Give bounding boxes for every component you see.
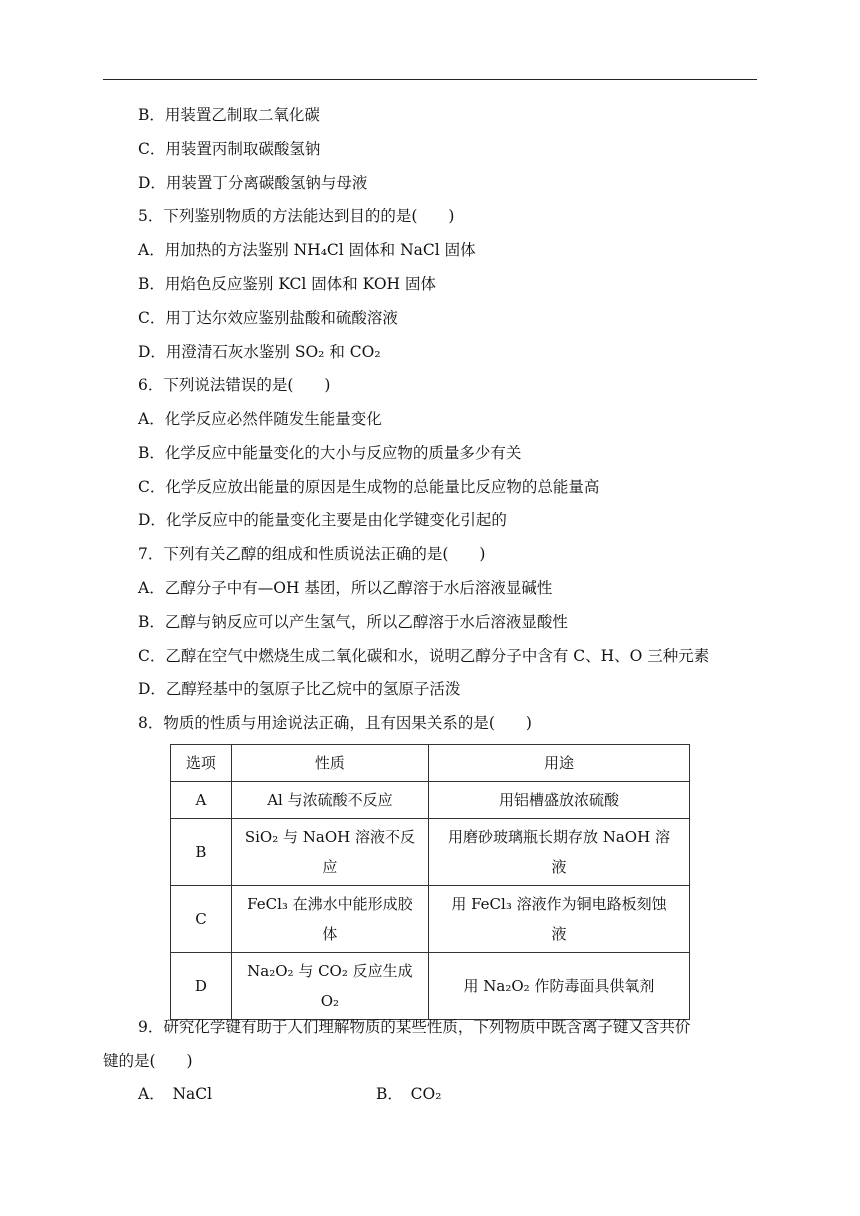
header-rule	[103, 79, 757, 80]
table-cell-option: D	[171, 953, 232, 1020]
table-cell-text: O₂	[320, 992, 340, 1010]
table-cell-text: 体	[322, 925, 338, 943]
q6-option-a: A．化学反应必然伴随发生能量变化	[138, 410, 382, 428]
table-row	[171, 886, 690, 953]
q6-option-b: B．化学反应中能量变化的大小与反应物的质量多少有关	[138, 444, 522, 462]
q9-option-b: B． CO₂	[376, 1085, 442, 1103]
q4-option-c: C．用装置丙制取碳酸氢钠	[138, 140, 321, 158]
q5-stem: 5．下列鉴别物质的方法能达到目的的是( )	[138, 207, 455, 225]
q6-option-d: D．化学反应中的能量变化主要是由化学键变化引起的	[138, 511, 507, 529]
table-cell-text: 液	[551, 925, 567, 943]
q4-option-b: B．用装置乙制取二氧化碳	[138, 106, 320, 124]
q4-option-d: D．用装置丁分离碳酸氢钠与母液	[138, 174, 368, 192]
q6-stem: 6．下列说法错误的是( )	[138, 376, 331, 394]
table-cell-property	[231, 819, 428, 886]
table-cell-text: 液	[551, 858, 567, 876]
table-cell-text: 用 FeCl₃ 溶液作为铜电路板刻蚀	[451, 895, 667, 913]
table-row	[171, 819, 690, 886]
table-header-row	[171, 745, 690, 782]
table-header-property: 性质	[231, 745, 428, 782]
q5-option-a: A．用加热的方法鉴别 NH₄Cl 固体和 NaCl 固体	[138, 241, 476, 259]
table-cell-text: 用磨砂玻璃瓶长期存放 NaOH 溶	[447, 828, 670, 846]
table-cell-option: B	[171, 819, 232, 886]
q7-option-a: A．乙醇分子中有—OH 基团，所以乙醇溶于水后溶液显碱性	[138, 579, 553, 597]
table-cell-text: SiO₂ 与 NaOH 溶液不反	[244, 828, 415, 846]
q5-option-d: D．用澄清石灰水鉴别 SO₂ 和 CO₂	[138, 343, 381, 361]
q8-stem: 8．物质的性质与用途说法正确，且有因果关系的是( )	[138, 714, 532, 732]
q9-stem-line1: 9．研究化学键有助于人们理解物质的某些性质，下列物质中既含离子键又含共价	[138, 1018, 691, 1036]
table-cell-option: C	[171, 886, 232, 953]
q5-option-b: B．用焰色反应鉴别 KCl 固体和 KOH 固体	[138, 275, 436, 293]
table-cell-use: 用铝槽盛放浓硫酸	[428, 782, 689, 819]
table-cell-text: FeCl₃ 在沸水中能形成胶	[247, 895, 413, 913]
q5-option-c: C．用丁达尔效应鉴别盐酸和硫酸溶液	[138, 309, 398, 327]
table-cell-text: 应	[322, 858, 338, 876]
q6-option-c: C．化学反应放出能量的原因是生成物的总能量比反应物的总能量高	[138, 478, 600, 496]
table-header-option: 选项	[171, 745, 232, 782]
table-cell-use: 用 Na₂O₂ 作防毒面具供氧剂	[428, 953, 689, 1020]
q9-stem-line2: 键的是( )	[103, 1052, 193, 1070]
table-cell-property	[231, 886, 428, 953]
table-cell-property	[231, 953, 428, 1020]
q8-table	[170, 744, 690, 1020]
q9-option-a: A． NaCl	[138, 1085, 213, 1103]
q7-stem: 7．下列有关乙醇的组成和性质说法正确的是( )	[138, 545, 486, 563]
q7-option-d: D．乙醇羟基中的氢原子比乙烷中的氢原子活泼	[138, 680, 461, 698]
table-header-use: 用途	[428, 745, 689, 782]
q7-option-b: B．乙醇与钠反应可以产生氢气，所以乙醇溶于水后溶液显酸性	[138, 613, 568, 631]
table-cell-use	[428, 819, 689, 886]
q7-option-c: C．乙醇在空气中燃烧生成二氧化碳和水，说明乙醇分子中含有 C、H、O 三种元素	[138, 647, 710, 665]
table-cell-use	[428, 886, 689, 953]
table-cell-option: A	[171, 782, 232, 819]
table-cell-property: Al 与浓硫酸不反应	[231, 782, 428, 819]
table-row	[171, 953, 690, 1020]
table-cell-text: Na₂O₂ 与 CO₂ 反应生成	[247, 962, 413, 980]
table-row	[171, 782, 690, 819]
